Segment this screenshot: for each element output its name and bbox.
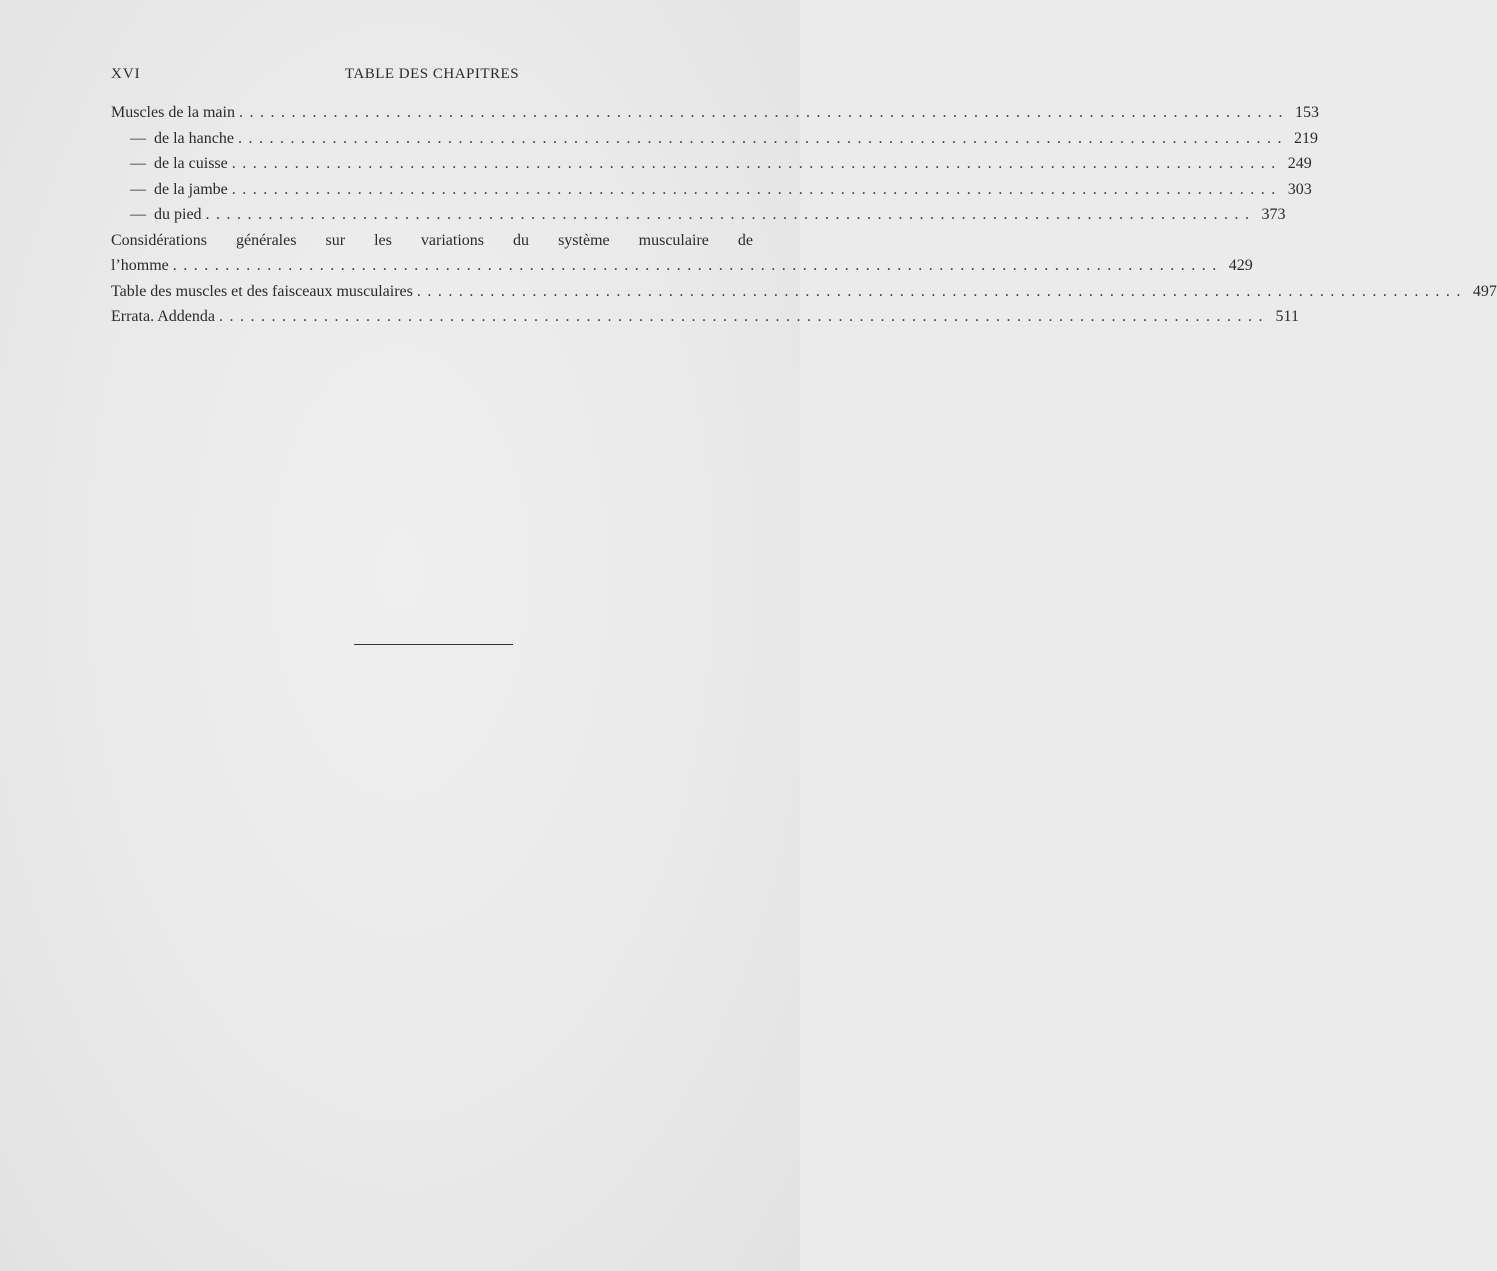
toc-entry bbox=[111, 126, 1318, 152]
ditto-dash: — bbox=[130, 129, 146, 147]
dot-leader: .................................................................................................... bbox=[238, 104, 1289, 121]
toc-entry-page: 249 bbox=[1287, 155, 1312, 172]
toc-entry bbox=[111, 279, 1497, 305]
toc-entry-page: 153 bbox=[1294, 104, 1319, 121]
toc-entry-page: 511 bbox=[1275, 308, 1299, 325]
toc-entry-page: 219 bbox=[1293, 129, 1318, 147]
dot-leader: .................................................................................................... bbox=[231, 180, 1282, 198]
toc-entry-label-cont: l’homme bbox=[111, 257, 169, 274]
toc-entry-label: de la hanche bbox=[154, 129, 234, 147]
toc-entry bbox=[111, 100, 1319, 126]
end-rule bbox=[354, 644, 513, 645]
table-of-contents bbox=[111, 100, 1497, 330]
toc-entry bbox=[111, 304, 1299, 330]
dot-leader: .................................................................................................... bbox=[237, 129, 1288, 147]
dot-leader: .................................................................................................... bbox=[231, 155, 1282, 172]
dot-leader: .................................................................................................... bbox=[172, 257, 1223, 274]
dot-leader: .................................................................................................... bbox=[218, 308, 1269, 325]
toc-entry-label: de la cuisse bbox=[154, 155, 228, 172]
page-folio: XVI bbox=[111, 66, 141, 82]
toc-entry bbox=[111, 202, 1286, 228]
toc-entry bbox=[111, 253, 1253, 279]
toc-entry-label: Muscles de la main bbox=[111, 104, 235, 121]
running-head bbox=[111, 66, 753, 88]
dot-leader: .................................................................................................... bbox=[416, 282, 1467, 300]
ditto-dash: — bbox=[130, 155, 146, 172]
dot-leader: .................................................................................................... bbox=[205, 206, 1256, 223]
ditto-dash: — bbox=[130, 206, 146, 223]
toc-entry-page: 429 bbox=[1228, 257, 1253, 274]
toc-entry-line1: Considérations générales sur les variations du système musculaire de bbox=[111, 231, 753, 249]
toc-entry-label: de la jambe bbox=[154, 180, 228, 198]
toc-entry-page: 497 bbox=[1472, 282, 1497, 300]
toc-entry bbox=[111, 151, 1312, 177]
ditto-dash: — bbox=[130, 180, 146, 198]
toc-entry-page: 373 bbox=[1261, 206, 1286, 223]
toc-entry-page: 303 bbox=[1287, 180, 1312, 198]
page-title: TABLE DES CHAPITRES bbox=[344, 66, 520, 82]
toc-entry bbox=[111, 177, 1312, 203]
toc-entry-label: du pied bbox=[154, 206, 202, 223]
toc-entry-label: Errata. Addenda bbox=[111, 308, 215, 325]
toc-entry-label: Table des muscles et des faisceaux musculaires bbox=[111, 282, 413, 300]
